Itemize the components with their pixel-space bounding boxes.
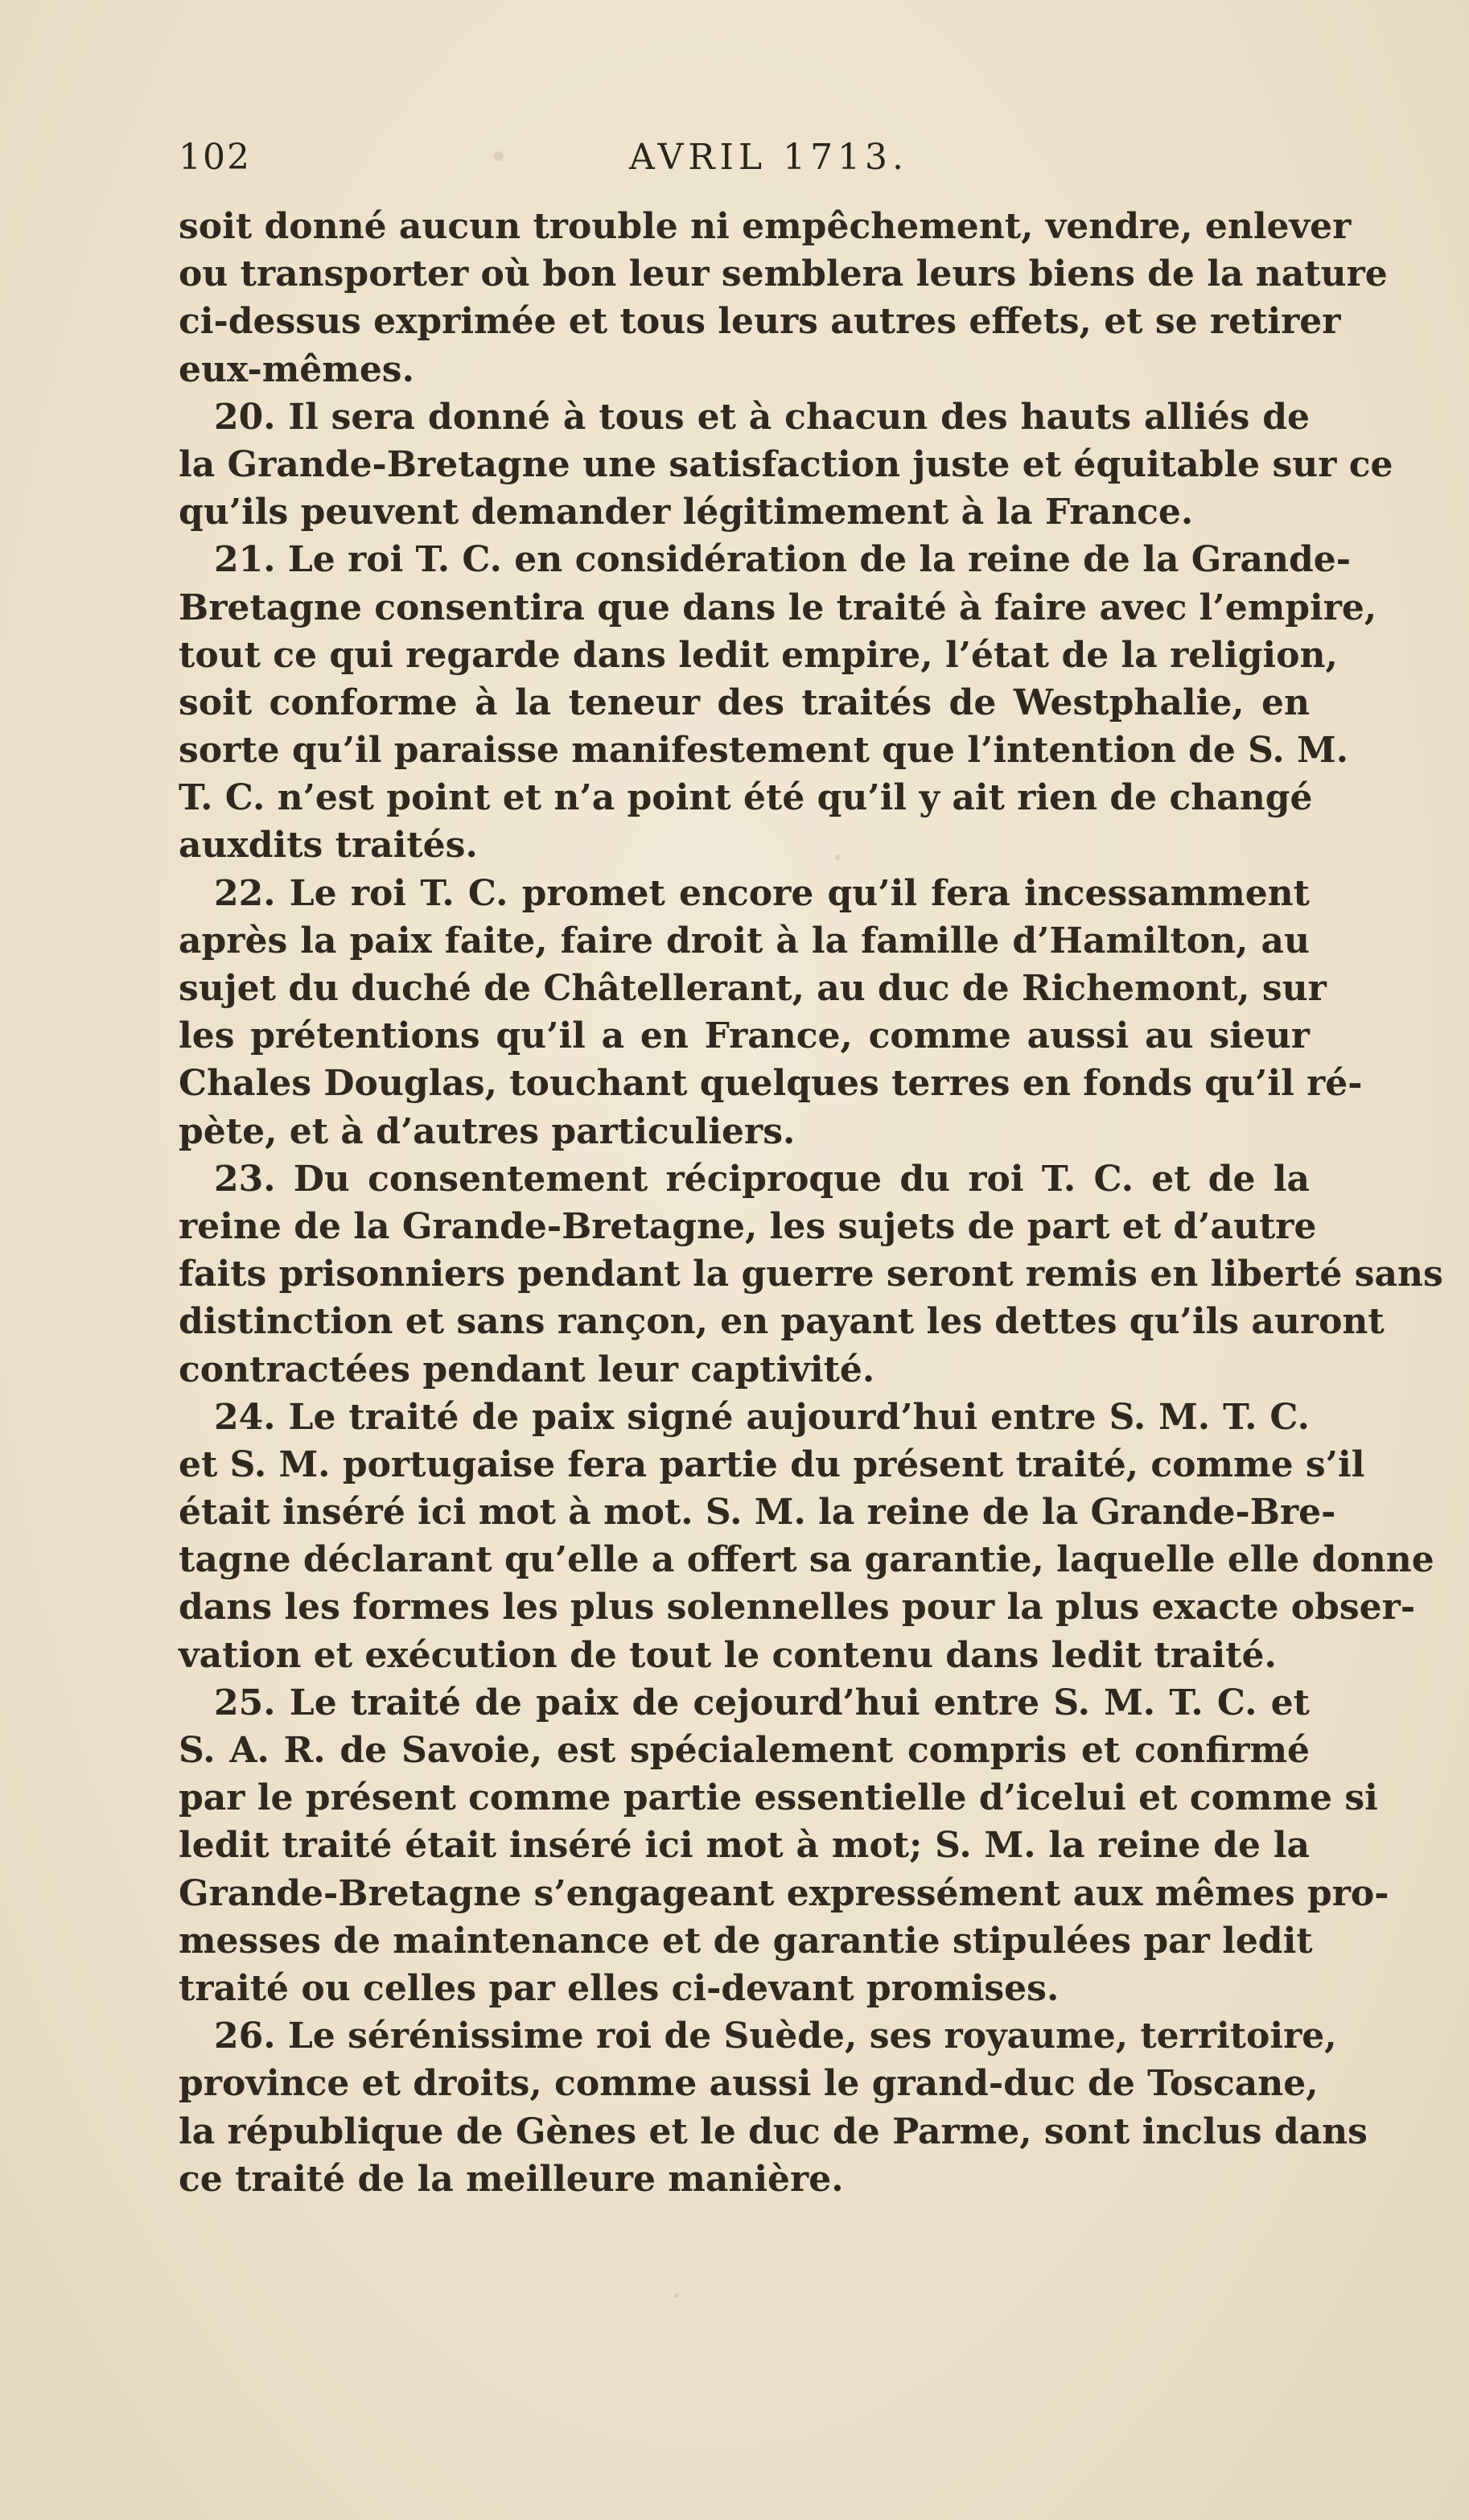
text-line: traité ou celles par elles ci-devant promises. bbox=[179, 1967, 1060, 2009]
text-line: province et droits, comme aussi le grand-duc de Toscane, bbox=[179, 2063, 1319, 2105]
paper-spot bbox=[674, 2293, 679, 2298]
text-line: faits prisonniers pendant la guerre seront remis en liberté sans bbox=[179, 1254, 1443, 1295]
text-line: eux-mêmes. bbox=[179, 348, 414, 390]
text-line: auxdits traités. bbox=[179, 825, 478, 867]
text-line: par le présent comme partie essentielle d’icelui et comme si bbox=[179, 1777, 1378, 1819]
text-line: ci-dessus exprimée et tous leurs autres effets, et se retirer bbox=[179, 301, 1341, 343]
text-line: 22. Le roi T. C. promet encore qu’il fera incessamment bbox=[214, 872, 1310, 914]
text-line: après la paix faite, faire droit à la famille d’Hamilton, au bbox=[179, 920, 1310, 961]
text-line: ce traité de la meilleure manière. bbox=[179, 2158, 844, 2200]
text-line: la république de Gènes et le duc de Parme, sont inclus dans bbox=[179, 2110, 1368, 2152]
text-line: la Grande-Bretagne une satisfaction juste et équitable sur ce bbox=[179, 443, 1393, 485]
text-line: sujet du duché de Châtellerant, au duc de Richemont, sur bbox=[179, 968, 1327, 1009]
text-line: Chales Douglas, touchant quelques terres en fonds qu’il ré- bbox=[179, 1063, 1363, 1105]
text-line: messes de maintenance et de garantie stipulées par ledit bbox=[179, 1920, 1313, 1962]
body-text bbox=[179, 203, 1443, 2203]
text-line: les prétentions qu’il a en France, comme aussi au sieur bbox=[179, 1015, 1310, 1057]
text-line: ledit traité était inséré ici mot à mot; S. M. la reine de la bbox=[179, 1825, 1310, 1867]
text-line: 20. Il sera donné à tous et à chacun des hauts alliés de bbox=[214, 396, 1310, 438]
text-line: 26. Le sérénissime roi de Suède, ses royaume, territoire, bbox=[214, 2016, 1337, 2057]
text-line: était inséré ici mot à mot. S. M. la reine de la Grande-Bre- bbox=[179, 1492, 1336, 1534]
text-line: soit donné aucun trouble ni empêchement, vendre, enlever bbox=[179, 206, 1352, 247]
page-header bbox=[179, 137, 1310, 193]
text-line: distinction et sans rançon, en payant les dettes qu’ils auront bbox=[179, 1301, 1385, 1343]
text-line: pète, et à d’autres particuliers. bbox=[179, 1110, 796, 1152]
text-line: qu’ils peuvent demander légitimement à la France. bbox=[179, 492, 1194, 533]
text-line: S. A. R. de Savoie, est spécialement compris et confirmé bbox=[179, 1730, 1310, 1771]
text-line: tout ce qui regarde dans ledit empire, l’état de la religion, bbox=[179, 634, 1338, 676]
text-line: tagne déclarant qu’elle a offert sa garantie, laquelle elle donne bbox=[179, 1539, 1434, 1581]
text-line: reine de la Grande-Bretagne, les sujets de part et d’autre bbox=[179, 1205, 1317, 1247]
text-line: contractées pendant leur captivité. bbox=[179, 1349, 875, 1390]
text-line: Bretagne consentira que dans le traité à faire avec l’empire, bbox=[179, 587, 1377, 628]
text-line: soit conforme à la teneur des traités de Westphalie, en bbox=[179, 681, 1310, 723]
text-line: sorte qu’il paraisse manifestement que l’intention de S. M. bbox=[179, 730, 1349, 772]
text-line: vation et exécution de tout le contenu dans ledit traité. bbox=[179, 1634, 1277, 1676]
text-line: 24. Le traité de paix signé aujourd’hui entre S. M. T. C. bbox=[214, 1396, 1310, 1438]
text-line: Grande-Bretagne s’engageant expressément aux mêmes pro- bbox=[179, 1872, 1389, 1914]
text-line: dans les formes les plus solennelles pour la plus exacte obser- bbox=[179, 1587, 1416, 1629]
running-head: AVRIL 1713. bbox=[629, 137, 909, 178]
page-number: 102 bbox=[179, 137, 251, 178]
text-line: ou transporter où bon leur semblera leurs biens de la nature bbox=[179, 253, 1388, 295]
text-line: 23. Du consentement réciproque du roi T. C. et de la bbox=[214, 1158, 1310, 1200]
text-line: 25. Le traité de paix de cejourd’hui entre S. M. T. C. et bbox=[214, 1682, 1310, 1723]
text-line: T. C. n’est point et n’a point été qu’il y ait rien de changé bbox=[179, 777, 1313, 819]
text-line: et S. M. portugaise fera partie du présent traité, comme s’il bbox=[179, 1443, 1365, 1485]
text-line: 21. Le roi T. C. en considération de la reine de la Grande- bbox=[214, 539, 1352, 581]
